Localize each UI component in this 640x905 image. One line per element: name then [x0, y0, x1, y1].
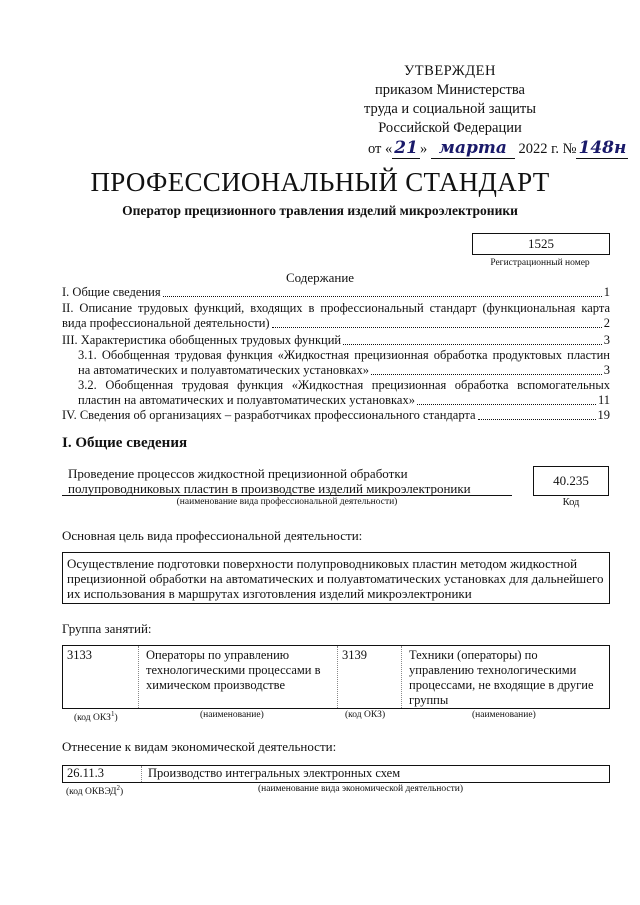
code-label: Код	[562, 497, 580, 508]
group-name-label: (наименование)	[472, 710, 536, 720]
group-label: Группа занятий:	[62, 621, 152, 636]
group-code: 3133	[67, 648, 92, 662]
approval-line: Российской Федерации	[378, 120, 522, 136]
toc-entry[interactable]: III. Характеристика обобщенных трудовых функций 3	[62, 333, 610, 347]
handwritten-day: 21	[394, 138, 418, 158]
toc-entry[interactable]: I. Общие сведения 1	[62, 285, 610, 299]
handwritten-number: 148н	[578, 138, 627, 158]
section-heading: I. Общие сведения	[62, 435, 188, 451]
econ-label: Отнесение к видам экономической деятельности:	[62, 739, 337, 754]
group-name: Техники (операторы) по управлению технологическими процессами, не входящие в другие группы	[409, 648, 594, 707]
approval-line: труда и социальной защиты	[364, 101, 536, 117]
approval-title: УТВЕРЖДЕН	[404, 63, 496, 79]
activity-code: 40.235	[553, 473, 589, 488]
econ-name: Производство интегральных электронных схем	[148, 766, 401, 780]
registration-number-box: 1525	[472, 233, 610, 255]
group-name-label: (наименование)	[200, 710, 264, 720]
toc-entry[interactable]: II. Описание трудовых функций, входящих в профессиональный стандарт (функциональная карта вида профессиональной деятельности) 2	[62, 301, 610, 330]
econ-name-label: (наименование вида экономической деятельности)	[258, 784, 463, 794]
group-code-label: (код ОКЗ$^1$)	[74, 710, 118, 724]
approval-date-line	[368, 138, 638, 159]
activity-label: (наименование вида профессиональной деятельности)	[176, 497, 398, 507]
date-prefix: от «	[368, 141, 393, 157]
group-code: 3139	[342, 648, 367, 662]
group-code-label: (код ОКЗ)	[345, 710, 386, 720]
group-name: Операторы по управлению технологическими процессами в химическом производстве	[146, 648, 321, 692]
toc-entry[interactable]: IV. Сведения об организациях – разработчиках профессионального стандарта 19	[62, 408, 610, 422]
activity-name: Проведение процессов жидкостной прецизионной обработки полупроводниковых пластин в производстве изделий микроэлектроники	[68, 466, 471, 496]
contents-heading: Содержание	[285, 270, 355, 285]
approval-block	[300, 62, 600, 138]
page-subtitle: Оператор прецизионного травления изделий микроэлектроники	[122, 203, 518, 218]
econ-code: 26.11.3	[67, 766, 105, 780]
handwritten-month: марта	[431, 138, 515, 159]
date-year: 2022 г. №	[518, 141, 577, 157]
page-title: ПРОФЕССИОНАЛЬНЫЙ СТАНДАРТ	[90, 167, 550, 197]
registration-label: Регистрационный номер	[490, 258, 590, 268]
econ-code-label: (код ОКВЭД$^2$)	[66, 784, 124, 798]
goal-label: Основная цель вида профессиональной деятельности:	[62, 528, 363, 543]
goal-text: Осуществление подготовки поверхности полупроводниковых пластин методом жидкостной прецизионной обработки на автоматических и полуавтоматических установках для дальнейшего их использования в маршрутах изготовления изделий микроэлектроники	[67, 556, 604, 601]
date-mid: »	[419, 141, 428, 157]
toc-entry[interactable]: 3.2. Обобщенная трудовая функция «Жидкостная прецизионная обработка вспомогательных пластин на автоматических и полуавтоматических установках» 11	[78, 378, 610, 407]
approval-line: приказом Министерства	[375, 82, 525, 98]
toc-entry[interactable]: 3.1. Обобщенная трудовая функция «Жидкостная прецизионная обработка продуктовых пластин на автоматических и полуавтоматических установках» 3	[78, 348, 610, 377]
